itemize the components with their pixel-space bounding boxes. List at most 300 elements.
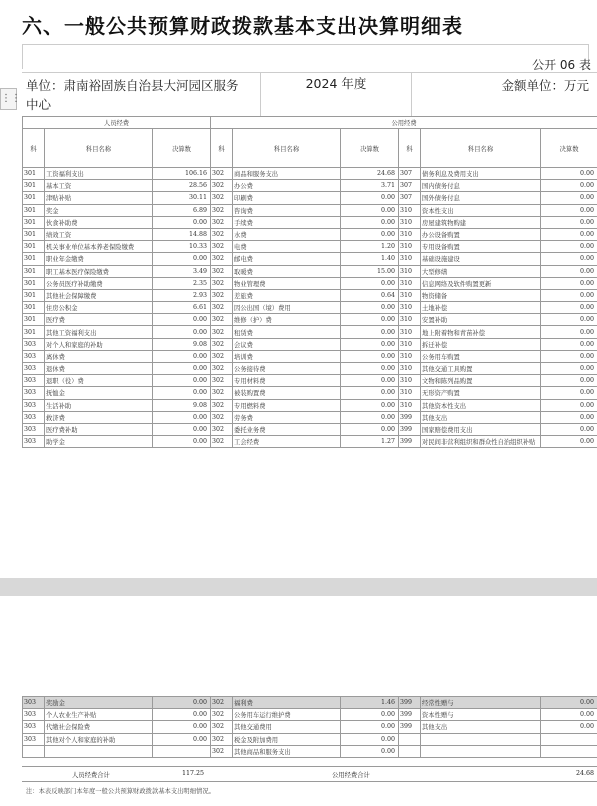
cell-name: 工会经费 [233,436,341,448]
cell-code: 310 [399,387,421,399]
cell-amount: 0.00 [541,363,597,375]
cell-amount: 0.00 [541,423,597,435]
cell-code: 399 [399,697,421,709]
cell-name: 公务用车购置 [421,350,541,362]
col-code: 科 [211,129,233,168]
table-row [23,721,597,733]
cell-amount: 0.00 [341,363,399,375]
cell-name: 咨询费 [233,204,341,216]
cell-amount: 0.00 [341,423,399,435]
cell-amount [541,745,597,757]
cell-name: 抚恤金 [45,387,153,399]
cell-code: 301 [23,302,45,314]
cell-amount: 0.00 [541,192,597,204]
cell-code: 307 [399,168,421,180]
cell-name: 助学金 [45,436,153,448]
cell-name [421,745,541,757]
cell-amount: 0.00 [541,228,597,240]
cell-amount: 0.00 [541,265,597,277]
table-row [23,228,597,240]
cell-name: 医疗费 [45,314,153,326]
cell-code: 303 [23,350,45,362]
cell-name: 会议费 [233,338,341,350]
cell-code: 302 [211,228,233,240]
cell-code: 310 [399,375,421,387]
cell-amount: 0.00 [541,216,597,228]
cell-amount: 24.68 [341,168,399,180]
detail-table-bottom [22,696,597,758]
cell-name: 其他交通费用 [233,721,341,733]
cell-amount: 0.00 [341,375,399,387]
cell-name: 维修（护）费 [233,314,341,326]
cell-code: 302 [211,216,233,228]
cell-code: 303 [23,733,45,745]
cell-name: 劳务费 [233,411,341,423]
personnel-header: 人员经费 [23,117,211,129]
cell-code: 302 [211,289,233,301]
cell-code: 302 [211,436,233,448]
cell-code: 310 [399,216,421,228]
cell-amount: 0.00 [541,350,597,362]
cell-amount: 1.40 [341,253,399,265]
cell-amount: 0.00 [541,338,597,350]
table-row [23,399,597,411]
cell-name: 拆迁补偿 [421,338,541,350]
table-row [23,745,597,757]
cell-amount: 1.46 [341,697,399,709]
cell-amount: 14.88 [153,228,211,240]
cell-name: 专用材料费 [233,375,341,387]
cell-amount: 0.00 [541,721,597,733]
cell-amount: 10.33 [153,241,211,253]
cell-name: 职业年金缴费 [45,253,153,265]
table-row [23,436,597,448]
cell-name: 安置补助 [421,314,541,326]
cell-code: 303 [23,423,45,435]
cell-name: 其他商品和服务支出 [233,745,341,757]
cell-code: 302 [211,204,233,216]
cell-name: 离休费 [45,350,153,362]
cell-code: 310 [399,302,421,314]
cell-amount: 0.00 [153,387,211,399]
cell-name: 对民间非营利组织和群众性自治组织补贴 [421,436,541,448]
cell-name: 福利费 [233,697,341,709]
cell-amount: 0.00 [341,721,399,733]
cell-code: 303 [23,387,45,399]
cell-name: 国外债务付息 [421,192,541,204]
cell-code: 302 [211,387,233,399]
cell-amount [541,733,597,745]
table-row [23,338,597,350]
cell-code: 303 [23,363,45,375]
cell-name: 邮电费 [233,253,341,265]
cell-amount: 0.00 [541,302,597,314]
footnote: 注：本表反映部门本年度一般公共预算财政拨款基本支出明细情况。 [26,788,215,795]
cell-name: 物资储备 [421,289,541,301]
col-name: 科目名称 [233,129,341,168]
cell-amount: 0.00 [341,192,399,204]
cell-amount: 3.49 [153,265,211,277]
cell-amount: 0.00 [541,326,597,338]
cell-amount: 0.00 [341,350,399,362]
page-break [0,578,597,596]
cell-code: 399 [399,411,421,423]
cell-amount: 0.00 [341,277,399,289]
cell-amount: 0.00 [153,697,211,709]
cell-name: 其他资本性支出 [421,399,541,411]
cell-code: 302 [211,277,233,289]
cell-name: 公务员医疗补助缴费 [45,277,153,289]
cell-amount: 0.00 [541,253,597,265]
cell-amount [153,745,211,757]
cell-code: 301 [23,277,45,289]
cell-code: 301 [23,241,45,253]
cell-code: 399 [399,709,421,721]
cell-code: 310 [399,314,421,326]
cell-name: 对个人和家庭的补助 [45,338,153,350]
cell-code: 301 [23,326,45,338]
cell-code [399,733,421,745]
cell-amount: 0.00 [541,204,597,216]
table-row [23,168,597,180]
cell-name: 职工基本医疗保险缴费 [45,265,153,277]
cell-amount: 0.00 [541,436,597,448]
cell-amount: 9.08 [153,338,211,350]
cell-code: 303 [23,399,45,411]
table-row [23,241,597,253]
table-row [23,302,597,314]
table-row [23,375,597,387]
cell-code: 302 [211,411,233,423]
personnel-total-value: 117.25 [182,770,205,777]
cell-name: 委托业务费 [233,423,341,435]
cell-code: 301 [23,314,45,326]
cell-name: 印刷费 [233,192,341,204]
cell-name: 工资福利支出 [45,168,153,180]
cell-name: 租赁费 [233,326,341,338]
cell-amount: 0.00 [153,375,211,387]
cell-name: 资本性赠与 [421,709,541,721]
cell-code: 302 [211,253,233,265]
cell-code: 302 [211,733,233,745]
col-name: 科目名称 [45,129,153,168]
cell-amount: 0.00 [341,216,399,228]
cell-amount: 106.16 [153,168,211,180]
cell-name: 基本工资 [45,180,153,192]
cell-name: 办公设备购置 [421,228,541,240]
cell-amount: 1.27 [341,436,399,448]
cell-code: 301 [23,289,45,301]
cell-name: 手续费 [233,216,341,228]
cell-name: 因公出国（境）费用 [233,302,341,314]
cell-amount: 30.11 [153,192,211,204]
cell-amount: 0.00 [153,216,211,228]
cell-code: 302 [211,302,233,314]
cell-amount: 0.00 [153,363,211,375]
cell-name: 津贴补贴 [45,192,153,204]
cell-amount: 0.00 [341,709,399,721]
cell-code: 301 [23,168,45,180]
cell-name: 经常性赠与 [421,697,541,709]
cell-code: 399 [399,423,421,435]
cell-code: 303 [23,338,45,350]
cell-name: 办公费 [233,180,341,192]
detail-table-top [22,116,597,448]
cell-code: 301 [23,265,45,277]
cell-name: 税金及附加费用 [233,733,341,745]
cell-code: 303 [23,436,45,448]
cell-code [399,745,421,757]
cell-name: 基础设施建设 [421,253,541,265]
cell-name: 公务接待费 [233,363,341,375]
table-row [23,216,597,228]
cell-name: 医疗费补助 [45,423,153,435]
cell-code: 301 [23,180,45,192]
table-row [23,326,597,338]
col-code: 科 [23,129,45,168]
cell-code: 310 [399,228,421,240]
cell-code: 310 [399,265,421,277]
cell-amount: 0.00 [541,168,597,180]
table-row [23,253,597,265]
cell-name: 培训费 [233,350,341,362]
cell-amount: 0.00 [153,326,211,338]
cell-amount: 0.00 [153,423,211,435]
cell-name: 地上附着物和青苗补偿 [421,326,541,338]
cell-code: 303 [23,709,45,721]
col-name: 科目名称 [421,129,541,168]
cell-amount: 0.00 [541,289,597,301]
cell-amount: 0.00 [341,745,399,757]
cell-amount: 0.00 [541,277,597,289]
cell-code: 301 [23,253,45,265]
cell-name: 房屋建筑物购建 [421,216,541,228]
cell-code: 310 [399,253,421,265]
cell-name: 其他对个人和家庭的补助 [45,733,153,745]
header-frame [22,44,589,69]
col-code: 科 [399,129,421,168]
cell-amount: 15.00 [341,265,399,277]
cell-code: 302 [211,709,233,721]
cell-amount: 0.00 [341,733,399,745]
cell-amount: 28.56 [153,180,211,192]
amount-unit: 金额单位：万元 [501,78,589,93]
unit-name: 单位：肃南裕固族自治县大河园区服务中心 [26,78,239,112]
cell-code: 302 [211,363,233,375]
cell-code: 302 [211,265,233,277]
public-header: 公用经费 [211,117,597,129]
cell-code: 302 [211,241,233,253]
public-total-label: 公用经费合计 [332,772,370,779]
table-row [23,733,597,745]
cell-name [421,733,541,745]
cell-code: 303 [23,411,45,423]
cell-code: 301 [23,228,45,240]
table-row [23,180,597,192]
cell-amount: 0.00 [153,733,211,745]
unit-row [22,72,597,117]
table-row [23,277,597,289]
cell-name: 其他支出 [421,721,541,733]
cell-amount: 0.00 [153,411,211,423]
personnel-total-label: 人员经费合计 [72,772,110,779]
cell-code: 302 [211,192,233,204]
cell-name: 公务用车运行维护费 [233,709,341,721]
cell-name: 退休费 [45,363,153,375]
cell-name: 债务利息及费用支出 [421,168,541,180]
cell-name: 其他支出 [421,411,541,423]
cell-amount: 0.00 [541,387,597,399]
cell-name: 被装购置费 [233,387,341,399]
cell-name: 水费 [233,228,341,240]
cell-name: 其他社会保障缴费 [45,289,153,301]
cell-name: 个人农业生产补贴 [45,709,153,721]
cell-code: 302 [211,745,233,757]
table-row [23,350,597,362]
cell-code: 302 [211,350,233,362]
cell-code [23,745,45,757]
cell-code: 303 [23,375,45,387]
cell-amount: 0.00 [541,375,597,387]
cell-code: 302 [211,180,233,192]
cell-code: 302 [211,168,233,180]
cell-code: 310 [399,289,421,301]
table-row [23,363,597,375]
cell-name: 电费 [233,241,341,253]
cell-amount: 0.00 [341,228,399,240]
cell-amount: 0.00 [341,326,399,338]
cell-amount: 0.00 [153,350,211,362]
cell-code: 302 [211,423,233,435]
cell-name: 奖励金 [45,697,153,709]
cell-name [45,745,153,757]
cell-name: 专用设备购置 [421,241,541,253]
cell-name: 取暖费 [233,265,341,277]
cell-amount: 0.64 [341,289,399,301]
cell-amount: 0.00 [153,709,211,721]
cell-name: 资本性支出 [421,204,541,216]
cell-amount: 0.00 [541,314,597,326]
cell-code: 302 [211,697,233,709]
cell-code: 303 [23,697,45,709]
cell-name: 其他工资福利支出 [45,326,153,338]
cell-name: 专用燃料费 [233,399,341,411]
cell-name: 奖金 [45,204,153,216]
cell-name: 信息网络及软件购置更新 [421,277,541,289]
cell-code: 310 [399,363,421,375]
cell-amount: 0.00 [153,253,211,265]
cell-amount: 0.00 [541,399,597,411]
table-row [23,289,597,301]
cell-amount: 0.00 [541,241,597,253]
cell-code: 399 [399,721,421,733]
cell-name: 无形资产购置 [421,387,541,399]
cell-code: 302 [211,399,233,411]
table-row [23,192,597,204]
cell-code: 310 [399,338,421,350]
cell-amount: 6.89 [153,204,211,216]
cell-code: 301 [23,204,45,216]
cell-name: 差旅费 [233,289,341,301]
cell-name: 文物和陈列品购置 [421,375,541,387]
cell-amount: 0.00 [341,411,399,423]
cell-name: 伙食补助费 [45,216,153,228]
col-amount: 决算数 [541,129,597,168]
cell-amount: 2.35 [153,277,211,289]
cell-amount: 0.00 [153,314,211,326]
cell-name: 退职（役）费 [45,375,153,387]
cell-amount: 0.00 [541,697,597,709]
year-label: 2024 年度 [260,73,412,117]
cell-code: 303 [23,721,45,733]
cell-amount: 6.61 [153,302,211,314]
cell-code: 302 [211,314,233,326]
table-row [23,387,597,399]
cell-amount: 0.00 [341,204,399,216]
table-row [23,709,597,721]
cell-code: 310 [399,204,421,216]
cell-name: 住房公积金 [45,302,153,314]
cell-name: 其他交通工具购置 [421,363,541,375]
cell-name: 商品和服务支出 [233,168,341,180]
cell-name: 救济费 [45,411,153,423]
cell-code: 310 [399,277,421,289]
totals-row [22,766,597,782]
cell-amount: 0.00 [341,314,399,326]
cell-code: 302 [211,338,233,350]
table-row [23,411,597,423]
cell-name: 生活补助 [45,399,153,411]
table-row [23,697,597,709]
cell-code: 307 [399,192,421,204]
cell-amount: 0.00 [341,338,399,350]
cell-amount: 9.08 [153,399,211,411]
page-title: 六、一般公共预算财政拨款基本支出决算明细表 [22,14,463,38]
cell-code: 301 [23,216,45,228]
cell-code: 302 [211,375,233,387]
cell-name: 国内债务付息 [421,180,541,192]
cell-name: 大型修缮 [421,265,541,277]
cell-code: 310 [399,241,421,253]
public-total-value: 24.68 [575,770,594,777]
cell-amount: 0.00 [341,387,399,399]
cell-name: 物业管理费 [233,277,341,289]
cell-amount: 0.00 [541,180,597,192]
cell-name: 土地补偿 [421,302,541,314]
cell-code: 301 [23,192,45,204]
cell-amount: 0.00 [341,302,399,314]
cell-name: 绩效工资 [45,228,153,240]
cell-amount: 0.00 [153,436,211,448]
cell-code: 307 [399,180,421,192]
grid-handle-icon[interactable]: ⋮⋮ [0,88,17,110]
cell-amount: 0.00 [541,709,597,721]
cell-code: 310 [399,326,421,338]
table-row [23,314,597,326]
cell-name: 代缴社会保险费 [45,721,153,733]
cell-amount: 0.00 [153,721,211,733]
table-number: 公开 06 表 [532,58,591,72]
cell-code: 302 [211,326,233,338]
cell-name: 国家赔偿费用支出 [421,423,541,435]
cell-amount: 2.93 [153,289,211,301]
col-amount: 决算数 [153,129,211,168]
cell-amount: 1.20 [341,241,399,253]
col-amount: 决算数 [341,129,399,168]
cell-code: 310 [399,399,421,411]
table-row [23,204,597,216]
cell-code: 310 [399,350,421,362]
